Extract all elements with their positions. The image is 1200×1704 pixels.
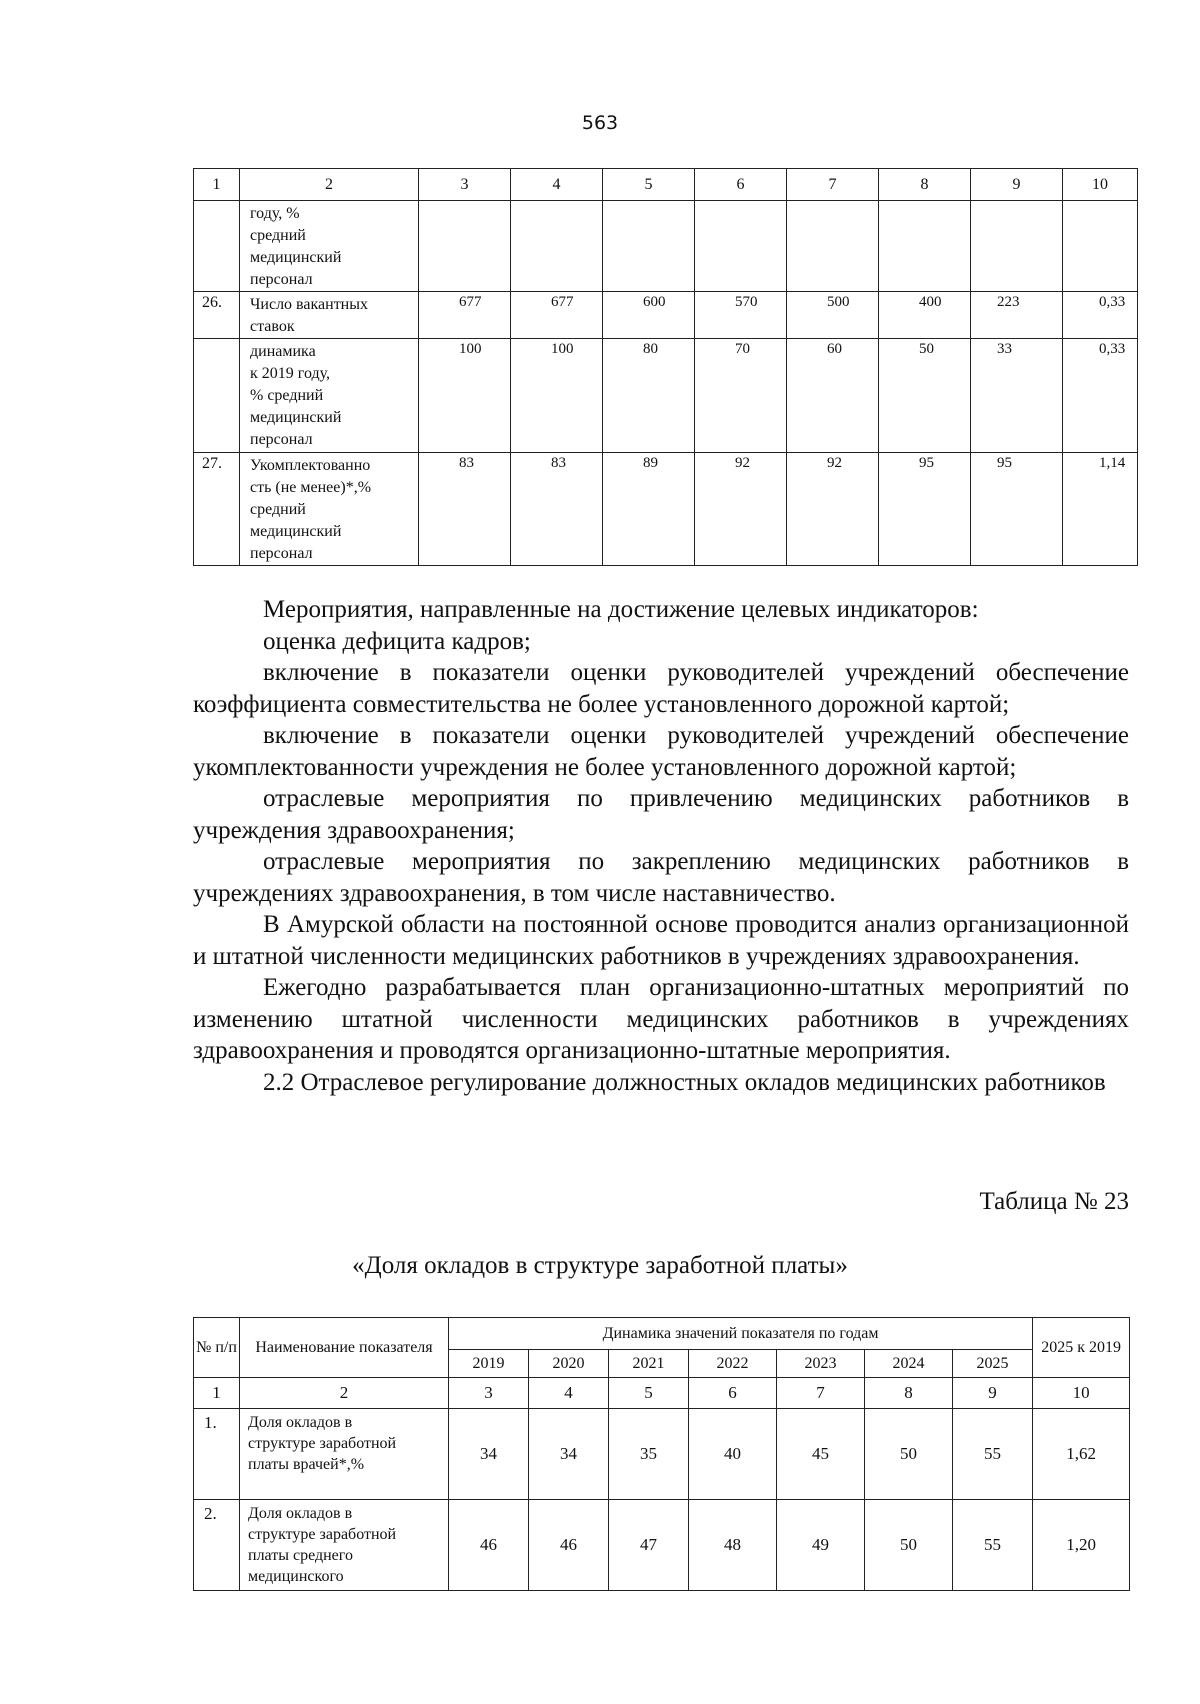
col-number: 8: [865, 1378, 953, 1409]
value-cell: 35: [609, 1409, 689, 1500]
paragraph: включение в показатели оценки руководителей учреждений обеспечение коэффициента совместительства не более установленного дорожной картой;: [193, 659, 1129, 718]
col-number: 6: [695, 169, 787, 201]
value-cell: 95: [879, 453, 971, 566]
col-number: 6: [689, 1378, 777, 1409]
value-cell: 223: [971, 292, 1063, 339]
col-number: 2: [240, 169, 419, 201]
name-line: персонал: [250, 271, 313, 288]
indicator-name: [240, 453, 419, 566]
col-number: 1: [194, 1378, 240, 1409]
value-cell: 80: [603, 339, 695, 453]
row-index: 26.: [194, 292, 240, 339]
name-line: средний: [250, 501, 306, 518]
ratio-header: 2025 к 2019: [1033, 1318, 1130, 1378]
value-cell: 33: [971, 339, 1063, 453]
year-header: 2021: [609, 1350, 689, 1378]
body-text: [193, 594, 1129, 1098]
col-number: 5: [609, 1378, 689, 1409]
col-number: 7: [777, 1378, 865, 1409]
name-line: платы среднего: [248, 1547, 353, 1564]
row-index: 27.: [194, 453, 240, 566]
paragraph: В Амурской области на постоянной основе проводится анализ организационной и штатной численности медицинских работников в учреждениях здравоохранения.: [193, 911, 1129, 970]
indicator-name: [240, 1409, 449, 1500]
value-cell: 70: [695, 339, 787, 453]
name-line: платы врачей*,%: [248, 1456, 365, 1473]
name-line: структуре заработной: [248, 1435, 397, 1452]
indicator-name: [240, 201, 419, 292]
col-number: 8: [879, 169, 971, 201]
indicator-name: [240, 1500, 449, 1591]
paragraph: Ежегодно разрабатывается план организационно-штатных мероприятий по изменению штатной численности медицинских работников в учреждениях здравоохранения и проводятся организационно-штатные мероприятия.: [193, 974, 1129, 1064]
table-row: [194, 339, 1138, 453]
col-number: 5: [603, 169, 695, 201]
value-cell: 0,33: [1063, 339, 1138, 453]
table-row: [194, 201, 1138, 292]
year-header: 2019: [449, 1350, 529, 1378]
name-line: % средний: [250, 387, 324, 404]
value-cell: [419, 201, 511, 292]
value-cell: 570: [695, 292, 787, 339]
name-line: Доля окладов в: [248, 1414, 353, 1431]
paragraph: отраслевые мероприятия по закреплению медицинских работников в учреждениях здравоохранения, в том числе наставничество.: [193, 848, 1129, 907]
col-number: 4: [529, 1378, 609, 1409]
header-row: [194, 1318, 1130, 1350]
table-label: Таблица № 23: [979, 1188, 1129, 1215]
col-number: 7: [787, 169, 879, 201]
salary-share-table: [193, 1317, 1130, 1591]
name-line: динамика: [250, 343, 316, 360]
value-cell: 55: [953, 1409, 1033, 1500]
name-line: ставок: [250, 318, 295, 335]
col-number: 9: [971, 169, 1063, 201]
value-cell: 47: [609, 1500, 689, 1591]
value-cell: 49: [777, 1500, 865, 1591]
value-cell: [603, 201, 695, 292]
year-header: 2020: [529, 1350, 609, 1378]
value-cell: 92: [787, 453, 879, 566]
indicators-table-continuation: [193, 168, 1138, 566]
value-cell: 0,33: [1063, 292, 1138, 339]
value-cell: 100: [419, 339, 511, 453]
table-title: «Доля окладов в структуре заработной платы»: [352, 1252, 848, 1279]
value-cell: 45: [777, 1409, 865, 1500]
paragraph: Мероприятия, направленные на достижение целевых индикаторов:: [263, 596, 979, 623]
value-cell: [1063, 201, 1138, 292]
col-number: 4: [511, 169, 603, 201]
value-cell: 50: [879, 339, 971, 453]
value-cell: 83: [419, 453, 511, 566]
column-number-row: [194, 169, 1138, 201]
name-line: сть (не менее)*,%: [250, 479, 372, 496]
indicator-name: [240, 292, 419, 339]
value-cell: 95: [971, 453, 1063, 566]
value-cell: 55: [953, 1500, 1033, 1591]
year-header: 2024: [865, 1350, 953, 1378]
value-cell: [695, 201, 787, 292]
value-cell: 92: [695, 453, 787, 566]
paragraph: включение в показатели оценки руководителей учреждений обеспечение укомплектованности учреждения не более установленного дорожной картой;: [193, 722, 1129, 781]
name-line: персонал: [250, 545, 313, 562]
value-cell: 50: [865, 1409, 953, 1500]
name-line: персонал: [250, 431, 313, 448]
name-line: структуре заработной: [248, 1526, 397, 1543]
value-cell: 34: [449, 1409, 529, 1500]
name-line: к 2019 году,: [250, 365, 331, 382]
paragraph: оценка дефицита кадров;: [263, 627, 531, 655]
name-line: медицинский: [250, 249, 342, 266]
value-cell: 100: [511, 339, 603, 453]
value-cell: 46: [529, 1500, 609, 1591]
column-number-row: [194, 1378, 1130, 1409]
name-line: году, %: [250, 205, 300, 222]
value-cell: 1,62: [1033, 1409, 1130, 1500]
col-number: 3: [449, 1378, 529, 1409]
value-cell: 34: [529, 1409, 609, 1500]
year-header: 2023: [777, 1350, 865, 1378]
col-number: 1: [194, 169, 240, 201]
name-header: Наименование показателя: [240, 1318, 449, 1378]
table-row: [194, 1500, 1130, 1591]
value-cell: [787, 201, 879, 292]
value-cell: 46: [449, 1500, 529, 1591]
row-index: 2.: [194, 1500, 240, 1591]
name-line: Доля окладов в: [248, 1505, 353, 1522]
year-header: 2022: [689, 1350, 777, 1378]
value-cell: 50: [865, 1500, 953, 1591]
name-line: средний: [250, 227, 306, 244]
name-line: медицинский: [250, 523, 342, 540]
value-cell: 1,20: [1033, 1500, 1130, 1591]
row-index: [194, 339, 240, 453]
value-cell: 89: [603, 453, 695, 566]
row-index: 1.: [194, 1409, 240, 1500]
col-number: 9: [953, 1378, 1033, 1409]
value-cell: 677: [511, 292, 603, 339]
value-cell: 60: [787, 339, 879, 453]
row-index: [194, 201, 240, 292]
name-line: Укомплектованно: [250, 457, 371, 474]
value-cell: 677: [419, 292, 511, 339]
value-cell: 83: [511, 453, 603, 566]
value-cell: 1,14: [1063, 453, 1138, 566]
col-number: 3: [419, 169, 511, 201]
value-cell: 48: [689, 1500, 777, 1591]
year-header: 2025: [953, 1350, 1033, 1378]
value-cell: 500: [787, 292, 879, 339]
table-row: [194, 1409, 1130, 1500]
name-line: Число вакантных: [250, 296, 368, 313]
name-line: медицинского: [248, 1568, 344, 1585]
page-number: 563: [581, 112, 619, 134]
col-number: 2: [240, 1378, 449, 1409]
number-header: № п/п: [194, 1318, 240, 1378]
col-number: 10: [1063, 169, 1138, 201]
value-cell: 600: [603, 292, 695, 339]
dynamics-header: Динамика значений показателя по годам: [449, 1318, 1033, 1350]
value-cell: [971, 201, 1063, 292]
name-line: медицинский: [250, 409, 342, 426]
value-cell: 40: [689, 1409, 777, 1500]
value-cell: [879, 201, 971, 292]
table-row: [194, 292, 1138, 339]
table-row: [194, 453, 1138, 566]
value-cell: [511, 201, 603, 292]
value-cell: 400: [879, 292, 971, 339]
paragraph: отраслевые мероприятия по привлечению медицинских работников в учреждения здравоохранения;: [193, 785, 1129, 844]
col-number: 10: [1033, 1378, 1130, 1409]
section-heading: 2.2 Отраслевое регулирование должностных окладов медицинских работников: [263, 1068, 1106, 1096]
indicator-name: [240, 339, 419, 453]
